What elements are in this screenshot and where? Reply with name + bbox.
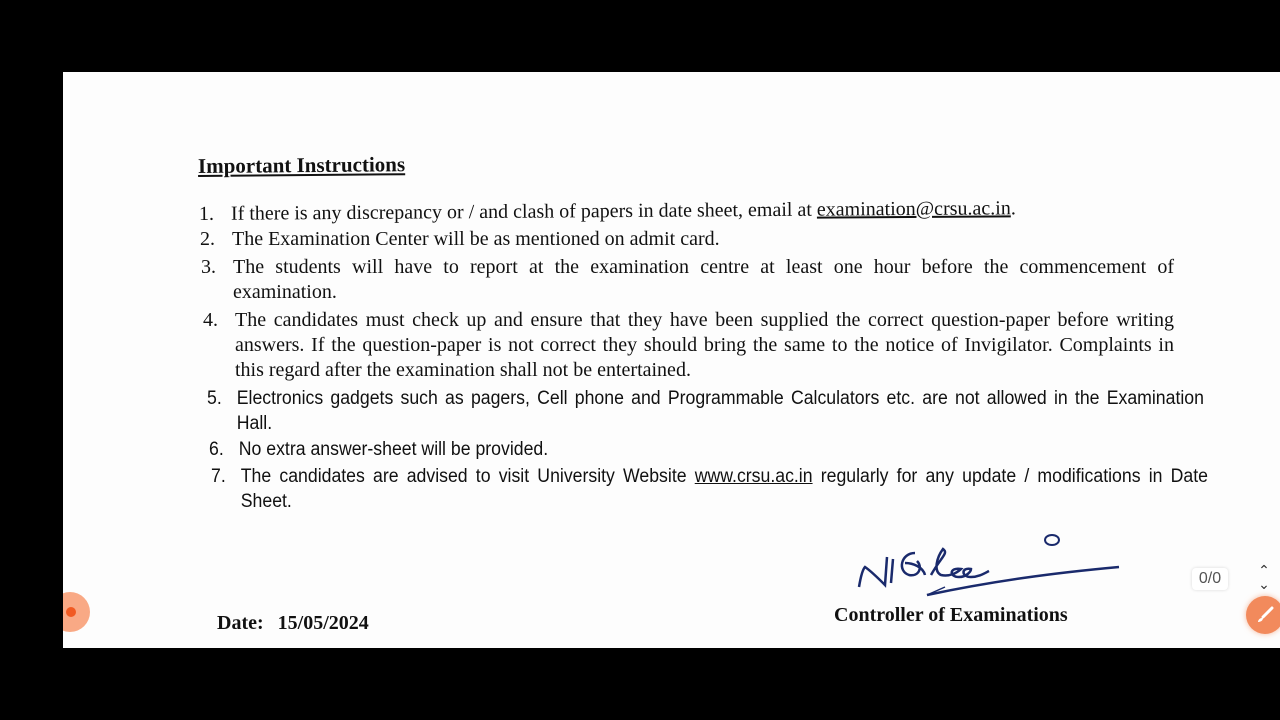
email-link[interactable]: examination@crsu.ac.in bbox=[816, 197, 1011, 221]
match-navigation bbox=[1248, 558, 1280, 598]
chevron-up-icon[interactable]: ⌃ bbox=[1258, 563, 1270, 579]
instruction-item: 3. The students will have to report at the examination centre at least one hour before the commencement of examination. bbox=[201, 256, 1174, 303]
instruction-item: 4. The candidates must check up and ensure that they have been supplied the correct question-paper before writing answers. If the question-paper is not correct they should bring the same to the notice of Invigilator. Complaints in this regard after the examination shall not be entertained. bbox=[203, 309, 1174, 381]
document-page bbox=[63, 72, 1280, 648]
instruction-item: 5. Electronics gadgets such as pagers, Cell phone and Programmable Calculators etc. are not allowed in the Examination Hall. bbox=[207, 388, 1204, 434]
instruction-item: 6. No extra answer-sheet will be provided. bbox=[209, 439, 549, 460]
chevron-down-icon[interactable]: ⌄ bbox=[1258, 577, 1270, 593]
match-counter: 0/0 bbox=[1192, 568, 1228, 590]
brush-icon bbox=[1255, 605, 1275, 625]
instructions-heading: Important Instructions bbox=[197, 152, 406, 178]
instruction-item: 7. The candidates are advised to visit University Website www.crsu.ac.in regularly for any update / modifications in Date Sheet. bbox=[211, 466, 1208, 512]
date-label: Date: bbox=[217, 612, 264, 634]
signature bbox=[853, 527, 1123, 607]
instruction-item: 2. The Examination Center will be as mentioned on admit card. bbox=[200, 228, 720, 250]
record-dot-icon bbox=[66, 607, 76, 617]
signatory-title: Controller of Examinations bbox=[834, 604, 1068, 626]
instruction-item: 1. If there is any discrepancy or / and clash of papers in date sheet, email at examination@crsu.ac.in. bbox=[198, 197, 1016, 225]
date-value: 15/05/2024 bbox=[277, 612, 369, 634]
annotate-button[interactable] bbox=[1246, 596, 1280, 634]
document-date bbox=[217, 612, 383, 635]
website-link[interactable]: www.crsu.ac.in bbox=[694, 466, 813, 487]
instructions-list bbox=[198, 197, 1208, 514]
letterbox-left bbox=[0, 0, 63, 720]
